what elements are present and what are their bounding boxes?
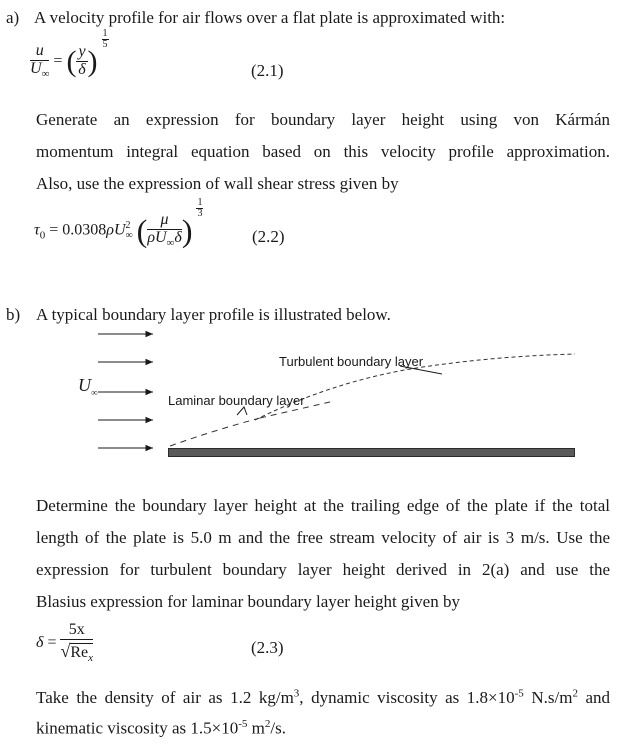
closing-2-sup2: 2 (264, 718, 271, 730)
freestream-U: U (78, 375, 91, 395)
turbulent-layer-label: Turbulent boundary layer (279, 354, 424, 369)
eq1-rhs-num: y (78, 43, 86, 61)
eq2-exp-num: 1 (197, 196, 203, 208)
eq2-left-paren: ( (136, 212, 148, 249)
eq3-num: 5x (60, 622, 93, 640)
laminar-pointer (237, 407, 247, 415)
eq2-frac-den-sub: ∞ (166, 236, 175, 249)
part-b-para-line-2: length of the plate is 5.0 m and the free stream velocity of air is 3 m/s. Use the (36, 528, 610, 547)
closing-1-post: N.s/m (523, 687, 573, 707)
eq1-lhs-den-sub: ∞ (41, 67, 50, 80)
closing-1-sup3: 2 (572, 687, 578, 699)
eq2-U-sup: 2 (125, 219, 131, 231)
eq2-exp-den: 3 (197, 208, 203, 220)
eq1-left-paren: ( (66, 44, 77, 78)
part-a-intro: A velocity profile for air flows over a flat plate is approximated with: (34, 8, 506, 27)
eq2-tau: τ (34, 221, 40, 239)
eq3-lhs: δ (36, 633, 44, 651)
eq3-equals: = (47, 633, 57, 651)
eq2-frac-den: ρU (147, 228, 167, 246)
freestream-velocity-label (78, 375, 97, 398)
sqrt-symbol: √ (60, 640, 71, 661)
part-b-label: b) (6, 305, 21, 324)
eq2-U-sub: ∞ (125, 229, 133, 241)
closing-line-1 (36, 687, 610, 708)
eq3-den: Re (70, 643, 89, 661)
eq2-frac-num: μ (147, 212, 182, 230)
eq1-rhs-fraction (76, 44, 87, 79)
eq1-equals: = (53, 52, 63, 70)
eq1-right-paren: ) (87, 44, 98, 78)
closing-1-mid: , dynamic viscosity as 1.8×10 (299, 687, 515, 707)
eq1-exponent (102, 29, 109, 51)
part-b-para-line-3: expression for turbulent boundary layer height derived in 2(a) and use the (36, 560, 610, 579)
part-b-para-line-1: Determine the boundary layer height at the trailing edge of the plate if the total (36, 496, 610, 515)
part-b-para-line-4: Blasius expression for laminar boundary layer height given by (36, 592, 460, 611)
eq2-tau-sub: 0 (39, 229, 46, 242)
part-b-intro: A typical boundary layer profile is illustrated below. (36, 305, 391, 324)
eq2-right-paren: ) (181, 212, 193, 249)
laminar-layer-curve (170, 418, 260, 446)
closing-1-end: and (577, 687, 611, 707)
eq1-lhs-den: U (30, 59, 42, 77)
eq3-fraction (60, 622, 93, 665)
eq1-rhs-den: δ (78, 61, 86, 79)
eq1-exp-num: 1 (102, 27, 108, 39)
part-a-para-line-1: Generate an expression for boundary layer height using von Kármán (36, 110, 610, 129)
flat-plate (168, 448, 575, 457)
closing-1-sup1: 3 (293, 687, 300, 699)
part-a-para-line-3: Also, use the expression of wall shear stress given by (36, 174, 399, 193)
eq2-frac-den-end: δ (174, 228, 182, 246)
equation-2-3 (36, 622, 93, 665)
eq3-number: (2.3) (251, 638, 284, 657)
part-a-para-line-2: momentum integral equation based on this velocity profile approximation. (36, 142, 610, 161)
laminar-layer-label: Laminar boundary layer (168, 393, 305, 408)
equation-2-2 (34, 196, 203, 250)
freestream-U-sub: ∞ (91, 387, 98, 398)
eq2-fraction (147, 212, 182, 250)
eq2-U: U (113, 221, 126, 239)
eq2-equals-coef: = 0.0308 (49, 221, 107, 239)
eq2-rho: ρ (106, 221, 114, 239)
closing-line-2 (36, 718, 286, 739)
eq2-exponent (196, 198, 203, 220)
eq1-lhs-fraction (30, 43, 49, 81)
equation-2-1 (30, 27, 109, 81)
eq1-number: (2.1) (251, 61, 284, 80)
eq3-den-sub: x (88, 651, 94, 664)
closing-2-post: m (247, 718, 265, 738)
closing-2-pre: kinematic viscosity as 1.5×10 (36, 718, 239, 738)
eq1-exp-den: 5 (102, 39, 108, 51)
closing-1-pre: Take the density of air as 1.2 kg/m (36, 687, 294, 707)
closing-2-sup1: -5 (238, 718, 248, 730)
eq1-lhs-num: u (30, 43, 49, 61)
closing-2-end: /s. (270, 718, 286, 738)
part-a-label: a) (6, 8, 20, 27)
closing-1-sup2: -5 (514, 687, 524, 699)
eq2-number: (2.2) (252, 227, 285, 246)
